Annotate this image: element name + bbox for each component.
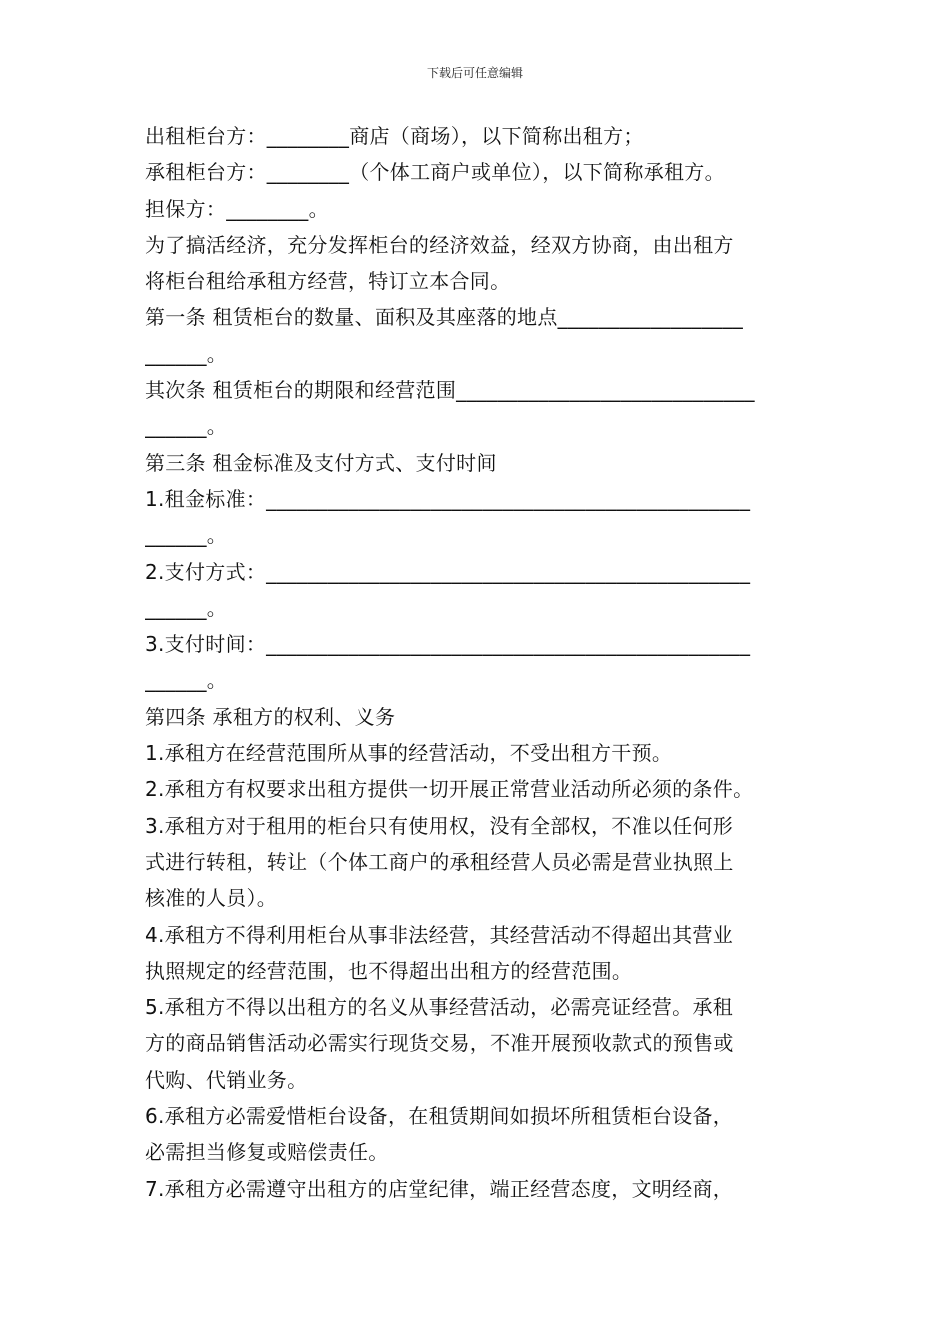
text-line: 其次条 租赁柜台的期限和经营范围_____________________________: [145, 378, 755, 403]
text-line: 式进行转租，转让（个体工商户的承租经营人员必需是营业执照上: [145, 849, 734, 874]
text-line: 2.支付方式：_______________________________________________: [145, 559, 751, 584]
text-line: 方的商品销售活动必需实行现货交易，不准开展预收款式的预售或: [145, 1031, 734, 1056]
text-line: 7.承租方必需遵守出租方的店堂纪律，端正经营态度，文明经商，: [145, 1176, 734, 1201]
text-line: 第三条 租金标准及支付方式、支付时间: [145, 450, 497, 475]
text-line: 第四条 承租方的权利、义务: [145, 704, 396, 729]
text-line: 为了搞活经济，充分发挥柜台的经济效益，经双方协商，由出租方: [145, 232, 734, 257]
text-line: ______。: [145, 595, 228, 620]
text-line: 担保方：________。: [145, 196, 329, 221]
text-line: 3.承租方对于租用的柜台只有使用权，没有全部权，不准以任何形: [145, 813, 734, 838]
text-line: 核准的人员）。: [145, 886, 278, 911]
text-line: 1.租金标准：_______________________________________________: [145, 486, 751, 511]
text-line: 1.承租方在经营范围所从事的经营活动，不受出租方干预。: [145, 741, 673, 766]
text-line: 出租柜台方：________商店（商场），以下简称出租方；: [145, 124, 644, 148]
text-line: 代购、代销业务。: [145, 1067, 308, 1092]
text-line: 必需担当修复或赔偿责任。: [145, 1140, 389, 1165]
text-line: 6.承租方必需爱惜柜台设备，在租赁期间如损坏所租赁柜台设备，: [145, 1104, 734, 1129]
text-line: 5.承租方不得以出租方的名义从事经营活动，必需亮证经营。承租: [145, 995, 734, 1020]
text-line: ______。: [145, 341, 228, 366]
contract-body: [145, 118, 810, 1207]
text-line: 第一条 租赁柜台的数量、面积及其座落的地点__________________: [145, 305, 744, 330]
text-line: 4.承租方不得利用柜台从事非法经营，其经营活动不得超出其营业: [145, 922, 734, 947]
text-line: 承租柜台方：________（个体工商户或单位），以下简称承租方。: [145, 160, 725, 185]
text-line: ______。: [145, 668, 228, 693]
text-line: ______。: [145, 523, 228, 548]
text-line: ______。: [145, 414, 228, 439]
text-line: 2.承租方有权要求出租方提供一切开展正常营业活动所必须的条件。: [145, 777, 754, 802]
text-line: 将柜台租给承租方经营，特订立本合同。: [145, 269, 511, 294]
text-line: 执照规定的经营范围，也不得超出出租方的经营范围。: [145, 958, 633, 983]
text-line: 3.支付时间：_______________________________________________: [145, 632, 751, 657]
page-header: 下载后可任意编辑: [426, 66, 523, 80]
